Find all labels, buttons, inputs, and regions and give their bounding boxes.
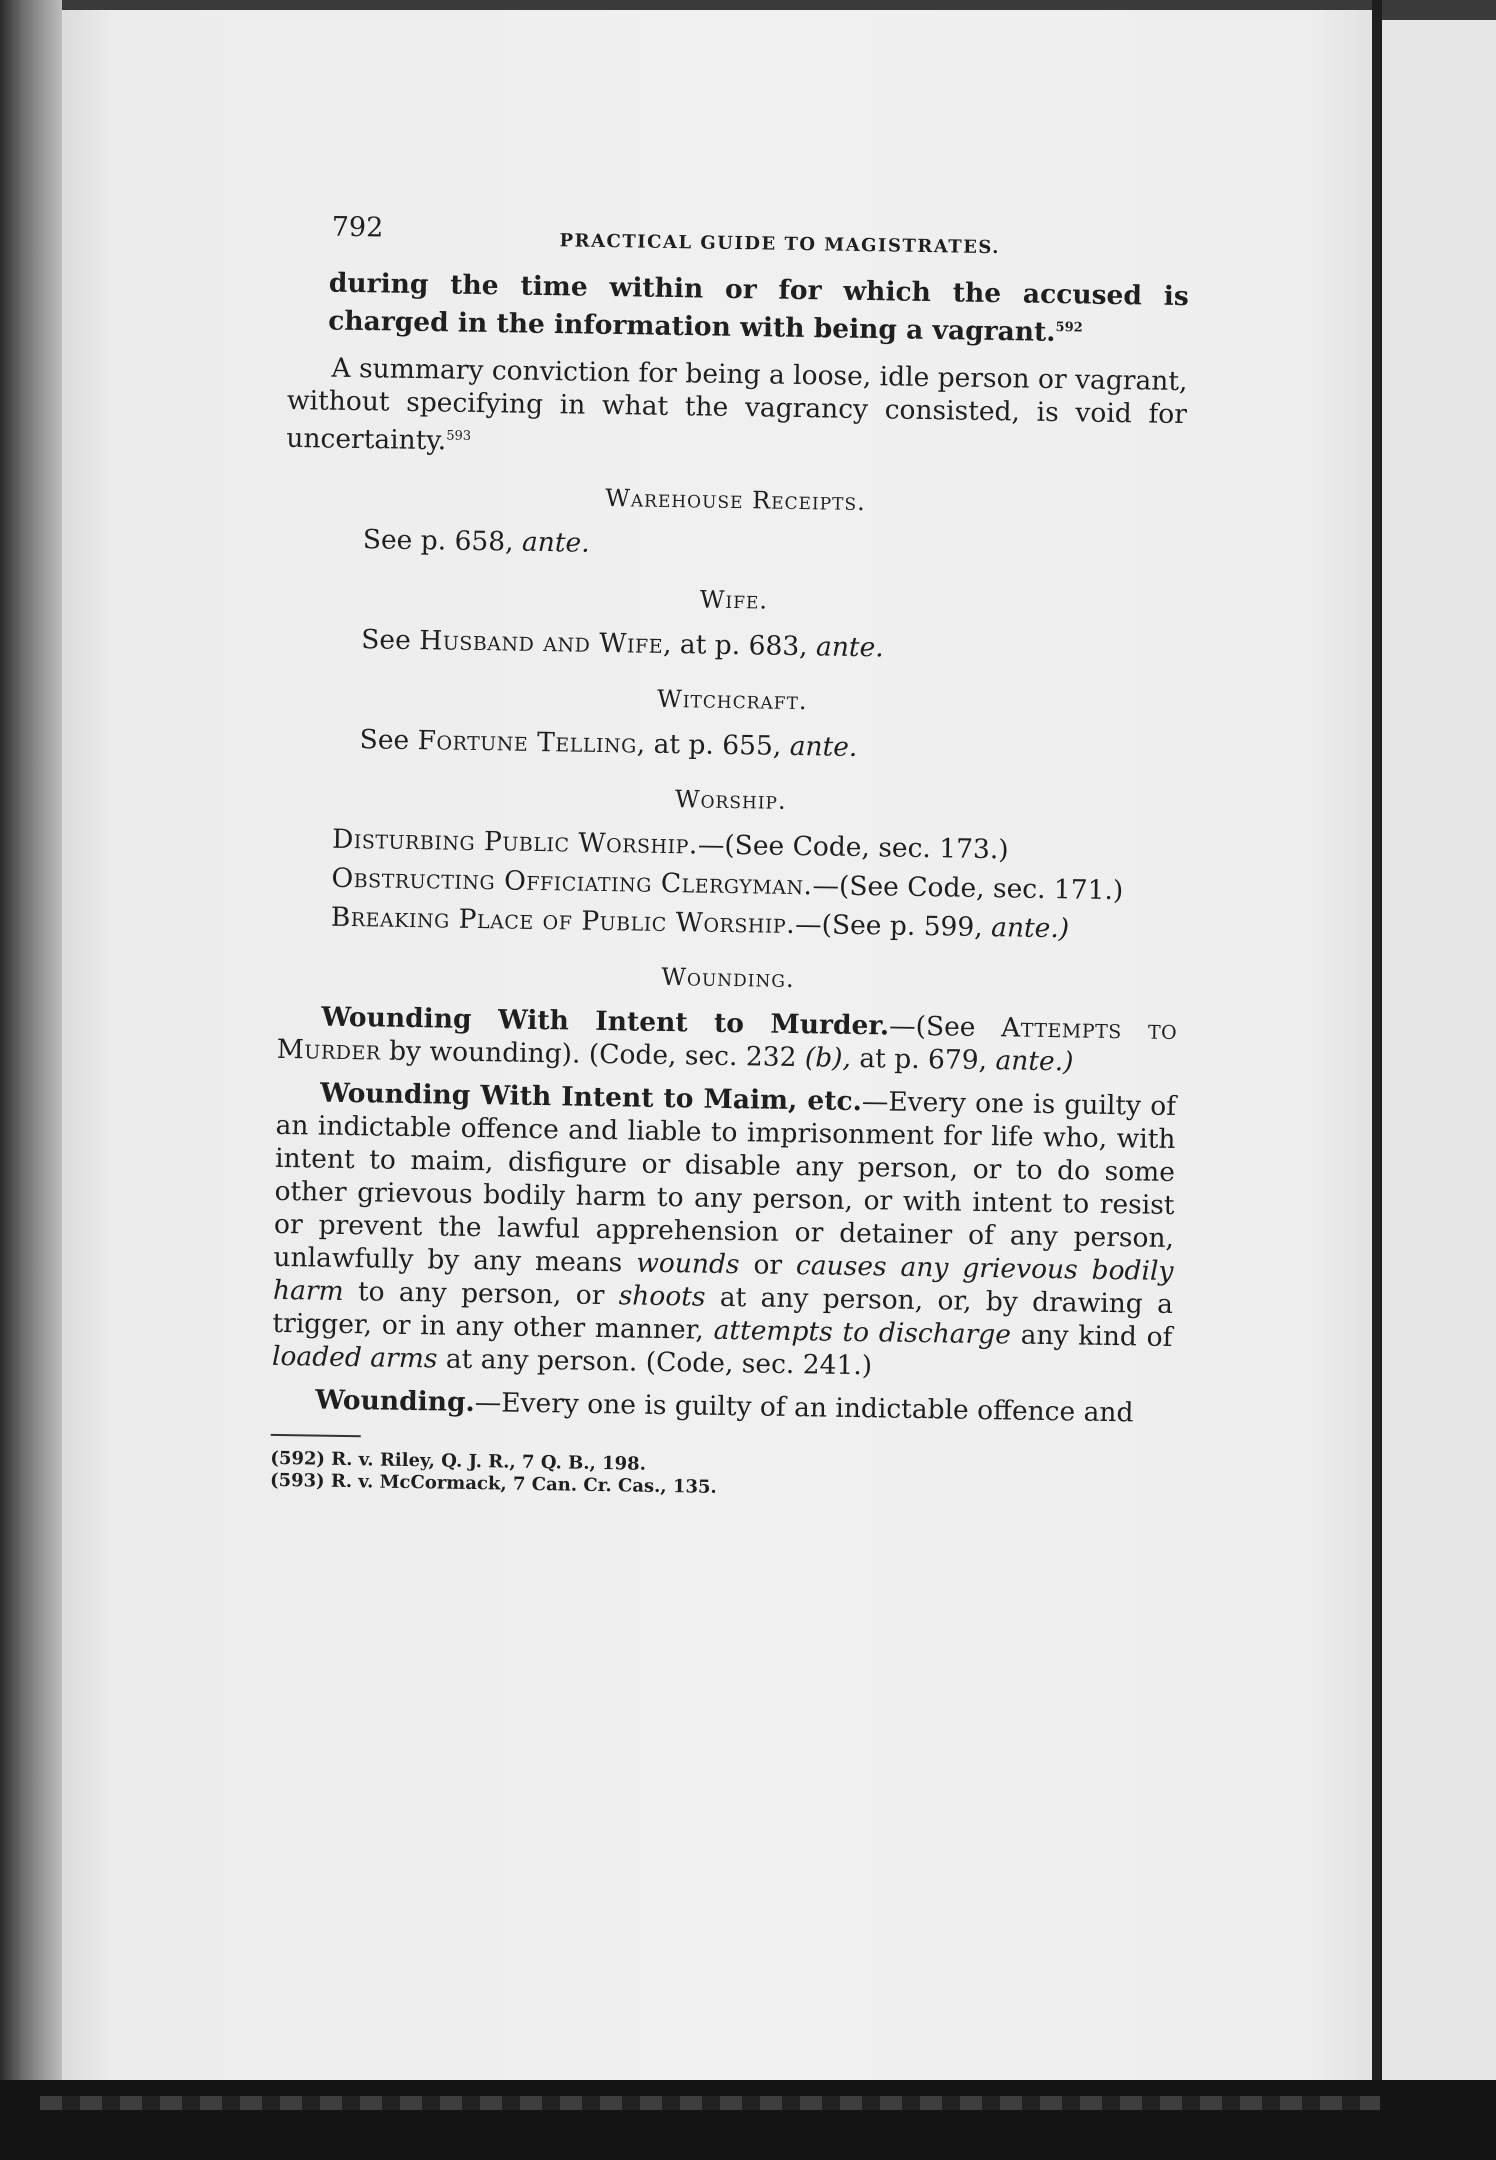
scanner-bed bbox=[0, 2080, 1496, 2160]
book-spine bbox=[0, 0, 62, 2160]
page-number: 792 bbox=[331, 211, 384, 244]
page-gutter bbox=[1372, 0, 1382, 2160]
facing-page-edge bbox=[1382, 20, 1496, 2080]
heading-witchcraft: Witchcraft. bbox=[656, 684, 808, 715]
worship-item-disturbing: Disturbing Public Worship.—(See Code, sec. 173.) bbox=[331, 823, 1009, 866]
see-wife: See Husband and Wife, at p. 683, ante. bbox=[361, 623, 884, 664]
wounding-plain-paragraph: Wounding.—Every one is guilty of an indictable offence and bbox=[315, 1384, 1134, 1429]
heading-worship: Worship. bbox=[674, 784, 787, 815]
worship-item-obstructing: Obstructing Officiating Clergyman.—(See Code, sec. 171.) bbox=[331, 862, 1124, 906]
footnote-rule bbox=[271, 1434, 361, 1437]
note-ref-592: 592 bbox=[1055, 320, 1083, 336]
running-head: PRACTICAL GUIDE TO MAGISTRATES. bbox=[559, 230, 1001, 259]
footnote-593: (593) R. v. McCormack, 7 Can. Cr. Cas., 135. bbox=[269, 1469, 717, 1498]
worship-item-breaking: Breaking Place of Public Worship.—(See p. 599, ante.) bbox=[330, 901, 1070, 944]
heading-wounding: Wounding. bbox=[661, 962, 795, 993]
heading-warehouse-receipts: Warehouse Receipts. bbox=[605, 483, 867, 516]
note-ref-593: 593 bbox=[446, 428, 472, 444]
wounding-maim-paragraph: Wounding With Intent to Maim, etc.—Every one is guilty of an indictable offence and liable to imprisonment for life who, with intent to maim, disfigure or disable any person, or to do some other grievous bodily harm to any person, or with intent to resist or prevent the lawful apprehension or detainer of any person, unlawfully by any means wounds or causes any grievous bodily harm to any person, or shoots at any person, or, by drawing a trigger, or in any other manner, attempts to discharge any kind of loaded arms at any person. (Code, sec. 241.) bbox=[271, 1077, 1177, 1381]
see-warehouse: See p. 658, ante. bbox=[362, 523, 590, 559]
continuation-paragraph: during the time within or for which the accused is charged in the information with being a vagrant.$^{592}$ bbox=[328, 267, 1189, 348]
see-witchcraft: See Fortune Telling, at p. 655, ante. bbox=[359, 723, 858, 763]
scanner-bed-texture bbox=[40, 2096, 1380, 2110]
heading-wife: Wife. bbox=[699, 585, 769, 615]
summary-conviction-paragraph: A summary conviction for being a loose, idle person or vagrant, without specifying in what the vagrancy consisted, is void for uncertainty.$^{593}$ bbox=[286, 352, 1188, 457]
page-text bbox=[270, 210, 1190, 1506]
wounding-murder-paragraph: Wounding With Intent to Murder.—(See Attempts to Murder by wounding). (Code, sec. 232 (b), at p. 679, ante.) bbox=[276, 1001, 1178, 1078]
footnote-592: (592) R. v. Riley, Q. J. R., 7 Q. B., 198. bbox=[270, 1447, 647, 1475]
